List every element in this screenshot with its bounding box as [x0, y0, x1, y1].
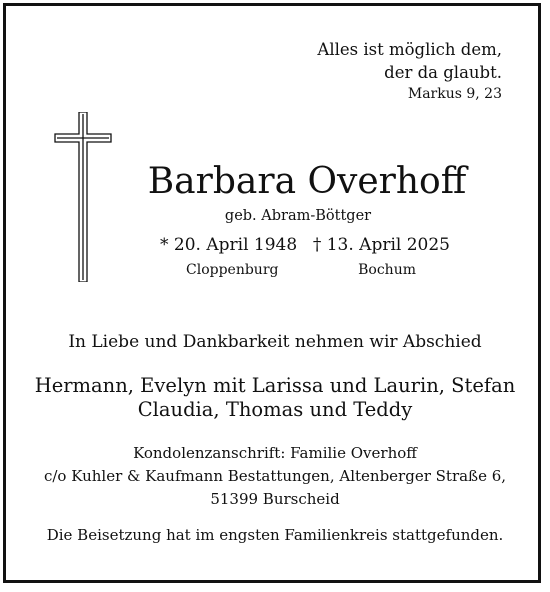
condolence-line-1: Kondolenzanschrift: Familie Overhoff — [133, 444, 417, 462]
family-line-1: Hermann, Evelyn mit Larissa und Laurin, Stefan — [34, 374, 516, 397]
birth-name: geb. Abram-Böttger — [224, 208, 372, 224]
birth-place: Cloppenburg — [186, 262, 279, 278]
life-places — [186, 260, 416, 280]
bible-verse — [317, 38, 502, 104]
birth-date: * 20. April 1948 — [160, 235, 298, 255]
death-place: Bochum — [358, 262, 416, 278]
life-dates — [160, 234, 450, 256]
verse-line-1: Alles ist möglich dem, — [317, 40, 502, 59]
verse-reference: Markus 9, 23 — [407, 86, 502, 102]
family-line-2: Claudia, Thomas und Teddy — [137, 398, 413, 421]
verse-line-2: der da glaubt. — [384, 63, 502, 82]
death-date: † 13. April 2025 — [312, 235, 450, 255]
condolence-line-2: c/o Kuhler & Kaufmann Bestattungen, Altenberger Straße 6, — [43, 467, 507, 485]
burial-note: Die Beisetzung hat im engsten Familienkreis stattgefunden. — [46, 526, 504, 544]
family-names — [0, 374, 550, 422]
farewell-text: In Liebe und Dankbarkeit nehmen wir Abschied — [68, 332, 482, 352]
condolence-address — [0, 442, 550, 511]
condolence-line-3: 51399 Burscheid — [210, 490, 340, 508]
deceased-name: Barbara Overhoff — [147, 161, 467, 202]
